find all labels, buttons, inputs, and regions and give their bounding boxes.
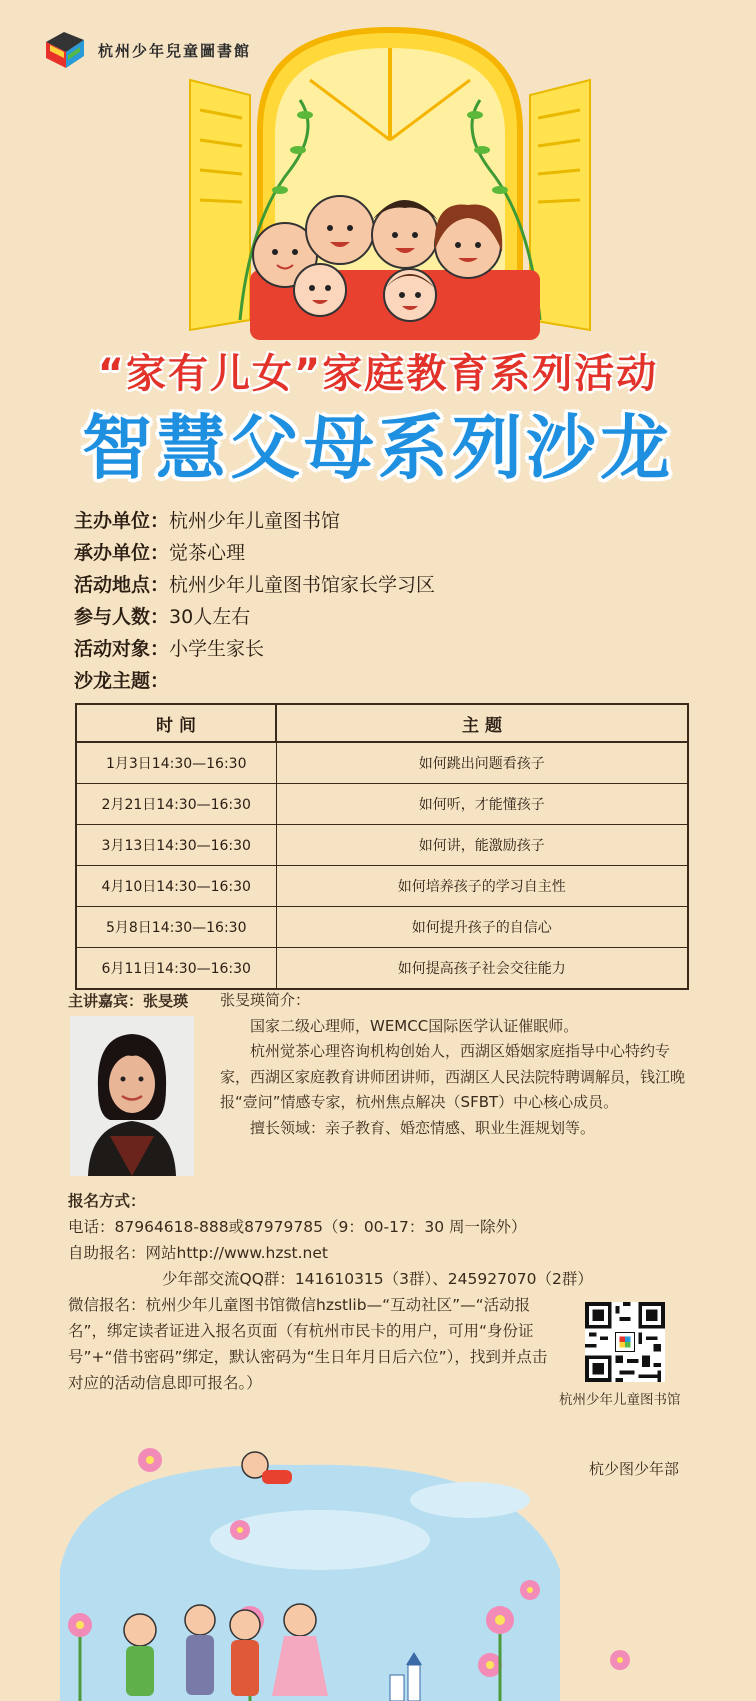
participants-value: 30人左右 (169, 606, 251, 628)
wechat-qr-code-icon (585, 1302, 665, 1382)
speaker-photo (70, 1016, 194, 1176)
bio-title: 张旻瑛简介： (220, 991, 311, 1009)
registration-self-service: 自助报名：网站http://www.hzst.net (68, 1244, 328, 1262)
topics-label: 沙龙主题： (74, 670, 170, 692)
library-name: 杭州少年兒童圖書館 (98, 41, 252, 60)
event-info (74, 505, 435, 697)
speaker-label: 主讲嘉宾：张旻瑛 (68, 992, 189, 1010)
speaker-bio (220, 988, 690, 1141)
family-window-illustration (180, 20, 600, 350)
department-signature: 杭少图少年部 (589, 1460, 680, 1478)
co-organizer-row (74, 537, 435, 569)
session-time: 1月3日14:30—16:30 (76, 742, 276, 784)
audience-label: 活动对象： (74, 638, 170, 660)
series-title: “家有儿女”家庭教育系列活动 (97, 351, 659, 397)
venue-label: 活动地点： (74, 574, 170, 596)
participants-row (74, 601, 435, 633)
registration-qq-groups: 少年部交流QQ群：141610315（3群）、245927070（2群） (162, 1270, 593, 1288)
organizer-value: 杭州少年儿童图书馆 (169, 510, 341, 532)
registration-title: 报名方式： (68, 1192, 146, 1210)
bio-paragraph: 擅长领域：亲子教育、婚恋情感、职业生涯规划等。 (250, 1118, 596, 1137)
audience-value: 小学生家长 (169, 638, 265, 660)
table-header-row (76, 704, 688, 742)
table-row (76, 948, 688, 990)
book-logo-icon (42, 28, 88, 72)
table-row (76, 784, 688, 825)
flowers-family-illustration (0, 1420, 756, 1701)
bio-paragraph: 杭州觉茶心理咨询机构创始人，西湖区婚姻家庭指导中心特约专家，西湖区家庭教育讲师团讲师，西湖区人民法院特聘调解员，钱江晚报“壹问”情感专家，杭州焦点解决（SFBT）中心核心成员。 (220, 1042, 686, 1111)
topics-row (74, 665, 435, 697)
session-topic: 如何讲，能激励孩子 (276, 825, 688, 866)
audience-row (74, 633, 435, 665)
organizer-label: 主办单位： (74, 510, 170, 532)
bio-paragraph: 国家二级心理师，WEMCC国际医学认证催眠师。 (250, 1016, 579, 1035)
session-time: 5月8日14:30—16:30 (76, 907, 276, 948)
session-topic: 如何培养孩子的学习自主性 (276, 866, 688, 907)
co-organizer-label: 承办单位： (74, 542, 170, 564)
session-topic: 如何听，才能懂孩子 (276, 784, 688, 825)
main-title: 智慧父母系列沙龙 (82, 407, 674, 489)
table-row (76, 825, 688, 866)
venue-value: 杭州少年儿童图书馆家长学习区 (169, 574, 436, 596)
registration-phone: 电话：87964618-888或87979785（9：00-17：30 周一除外） (68, 1218, 527, 1236)
time-column-header: 时 间 (76, 704, 276, 742)
session-topic: 如何提升孩子的自信心 (276, 907, 688, 948)
session-time: 6月11日14:30—16:30 (76, 948, 276, 990)
co-organizer-value: 觉茶心理 (169, 542, 246, 564)
participants-label: 参与人数： (74, 606, 170, 628)
venue-row (74, 569, 435, 601)
table-row (76, 866, 688, 907)
schedule-table (75, 703, 689, 990)
registration-wechat: 微信报名：杭州少年儿童图书馆微信hzstlib—“互动社区”—“活动报名”，绑定读者证进入报名页面（有杭州市民卡的用户，可用“身份证号”+“借书密码”绑定，默认密码为“生日年月日后六位”），找到并点击对应的活动信息即可报名。） (68, 1296, 548, 1392)
table-row (76, 907, 688, 948)
registration-info (68, 1188, 628, 1396)
qr-caption: 杭州少年儿童图书馆 (559, 1392, 681, 1408)
organizer-row (74, 505, 435, 537)
session-time: 3月13日14:30—16:30 (76, 825, 276, 866)
session-topic: 如何提高孩子社会交往能力 (276, 948, 688, 990)
table-row (76, 742, 688, 784)
session-time: 2月21日14:30—16:30 (76, 784, 276, 825)
session-topic: 如何跳出问题看孩子 (276, 742, 688, 784)
session-time: 4月10日14:30—16:30 (76, 866, 276, 907)
topic-column-header: 主 题 (276, 704, 688, 742)
